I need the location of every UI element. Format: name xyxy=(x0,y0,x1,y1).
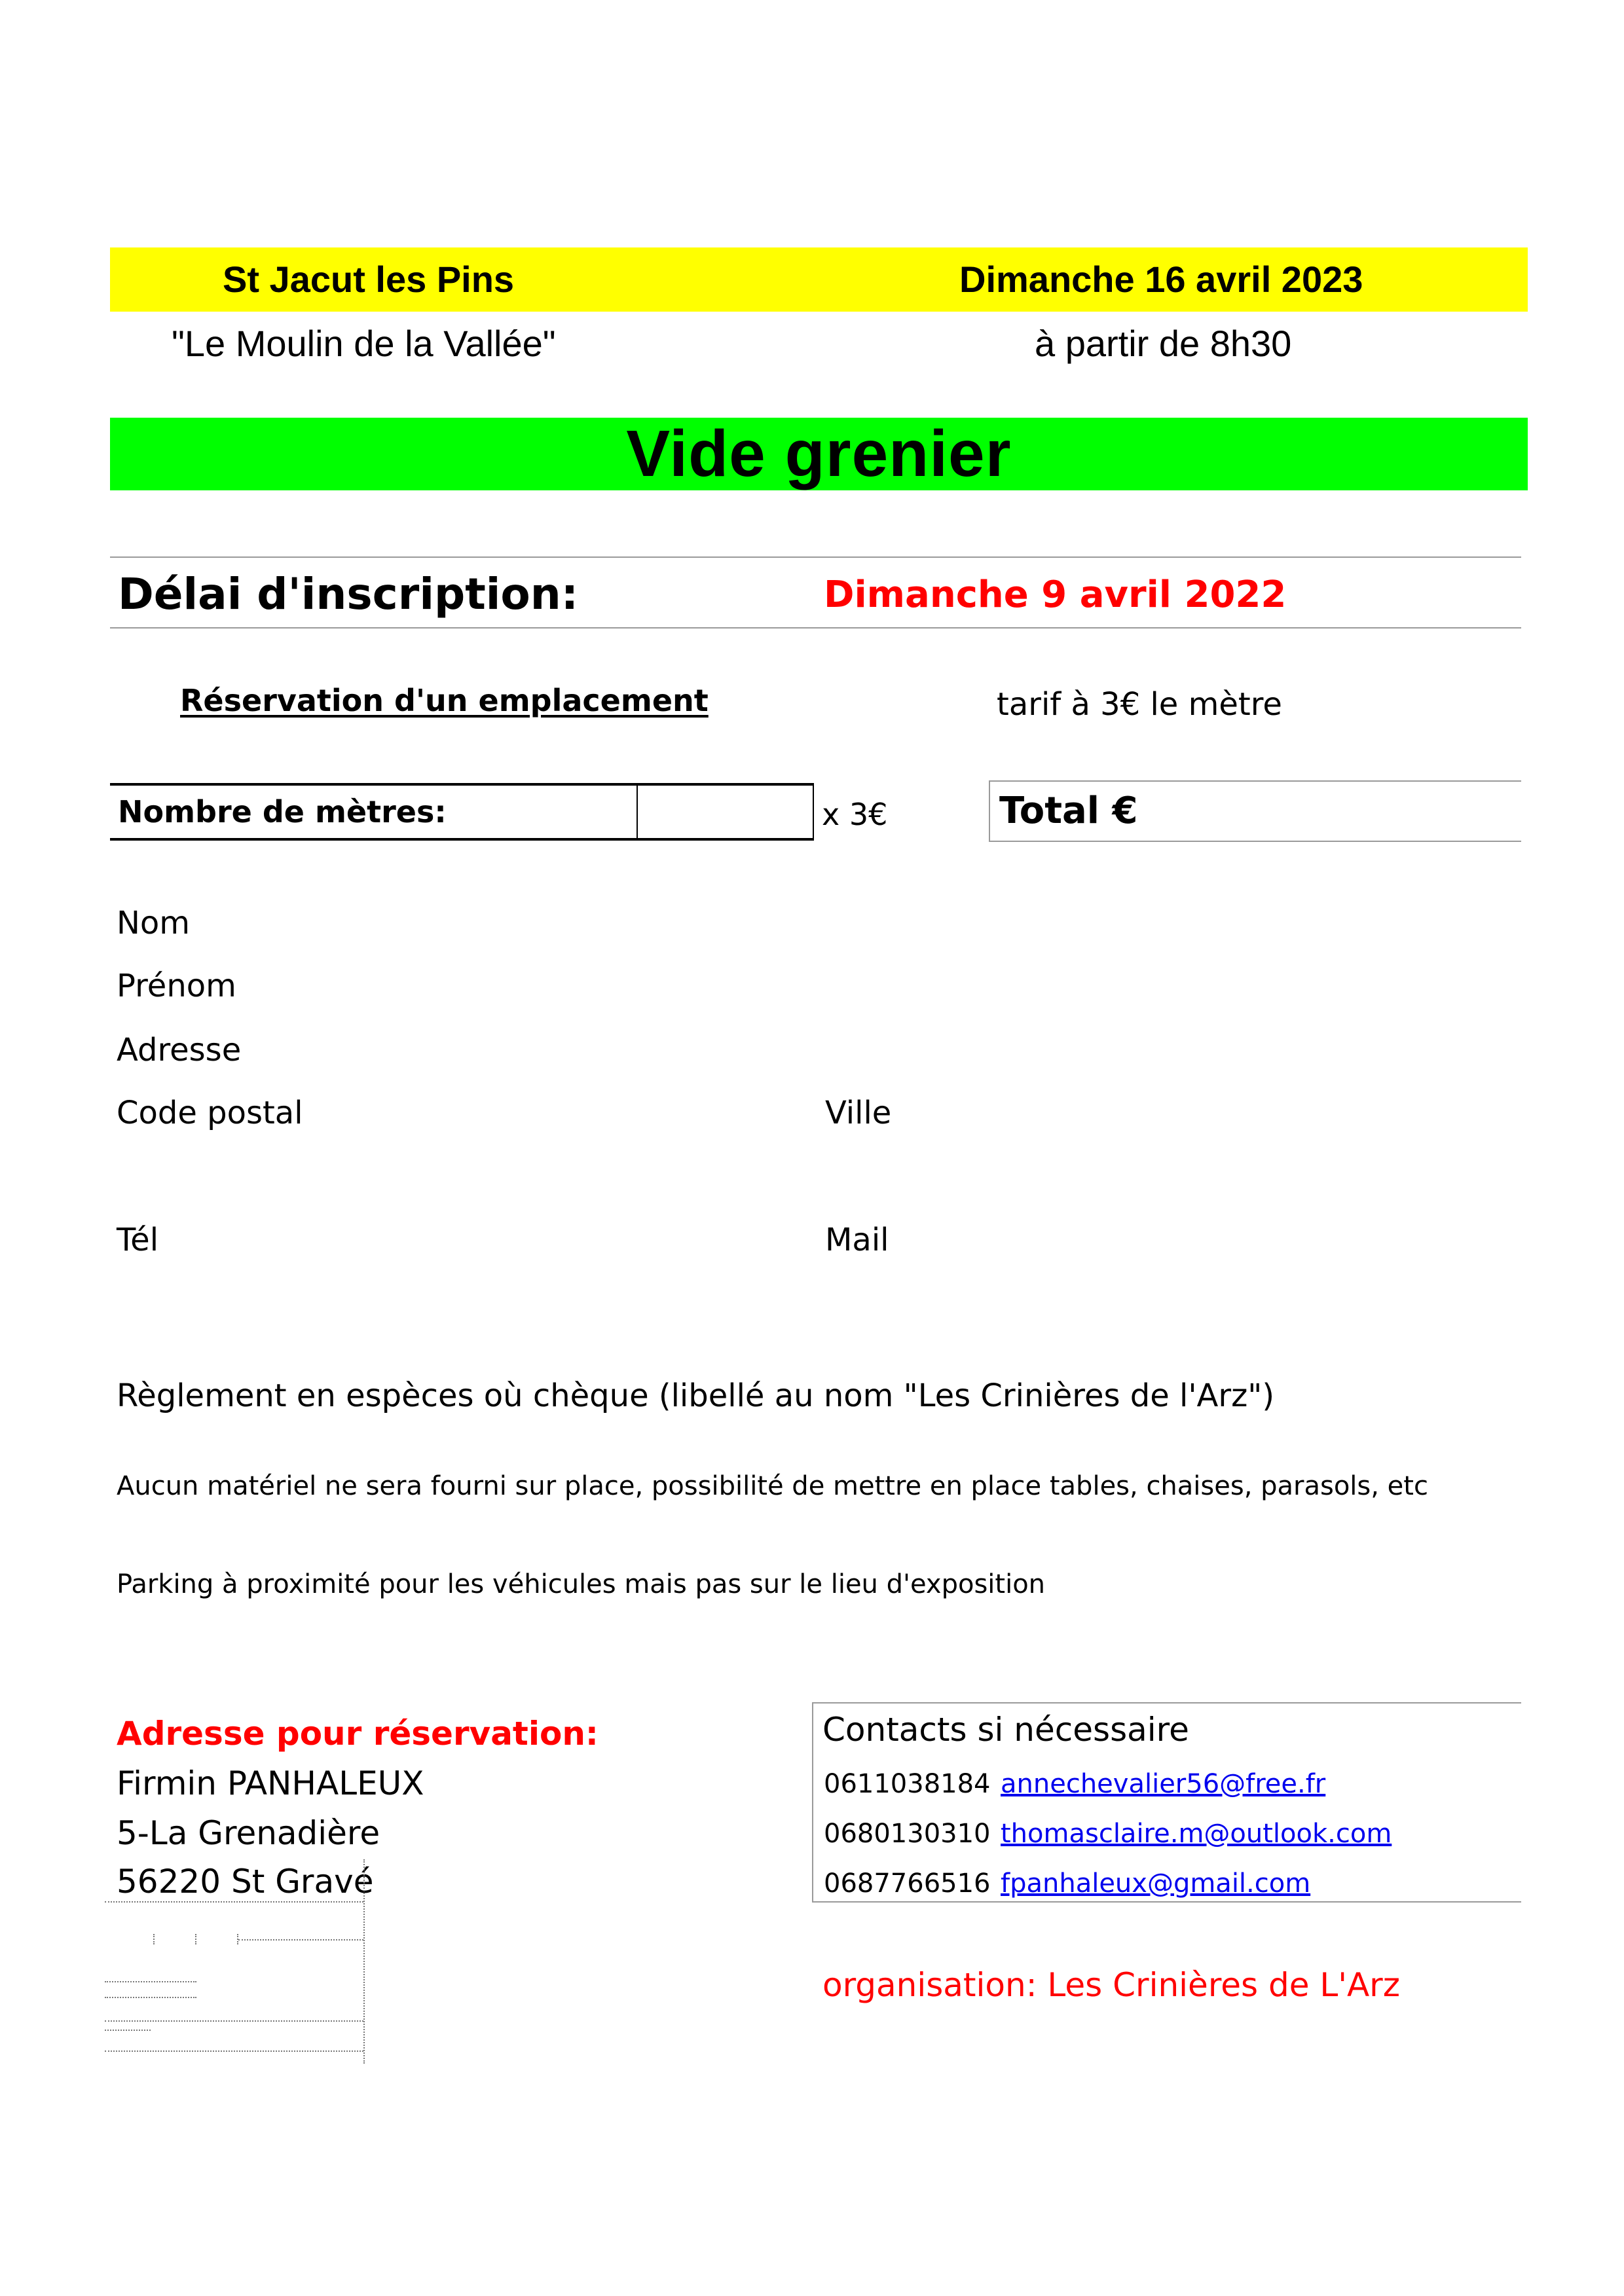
parking-note: Parking à proximité pour les véhicules mais pas sur le lieu d'exposition xyxy=(117,1569,1046,1599)
dotted-rule xyxy=(105,2030,151,2031)
address-city: 56220 St Gravé xyxy=(117,1863,374,1901)
contacts-top-rule xyxy=(812,1702,1521,1704)
event-venue: "Le Moulin de la Vallée" xyxy=(172,323,556,364)
meters-divider xyxy=(637,784,638,839)
field-tel: Tél xyxy=(117,1222,159,1258)
meters-label: Nombre de mètres: xyxy=(118,794,447,829)
organisation-text: organisation: Les Crinières de L'Arz xyxy=(822,1966,1400,2004)
field-ville: Ville xyxy=(825,1095,892,1131)
dotted-rule xyxy=(105,2020,363,2022)
deadline-bottom-rule xyxy=(110,627,1521,629)
event-place: St Jacut les Pins xyxy=(223,259,515,300)
page-title: Vide grenier xyxy=(626,417,1012,490)
field-nom: Nom xyxy=(117,905,191,941)
deadline-label: Délai d'inscription: xyxy=(118,569,579,619)
reservation-heading: Réservation d'un emplacement xyxy=(180,683,709,718)
dotted-rule xyxy=(238,1939,363,1941)
field-adresse: Adresse xyxy=(117,1032,242,1068)
contact-email-link[interactable]: thomasclaire.m@outlook.com xyxy=(1001,1819,1392,1849)
payment-note: Règlement en espèces où chèque (libellé au nom "Les Crinières de l'Arz") xyxy=(117,1377,1275,1414)
dotted-rule xyxy=(105,2050,363,2052)
deadline-top-rule xyxy=(110,556,1521,558)
meters-input[interactable] xyxy=(642,792,809,831)
contacts-left-rule xyxy=(812,1702,813,1903)
dotted-rule xyxy=(105,1981,196,1982)
total-top-rule xyxy=(989,780,1521,782)
multiplier-text: x 3€ xyxy=(822,797,888,832)
tariff-text: tarif à 3€ le mètre xyxy=(997,686,1282,723)
contact-email-link[interactable]: fpanhaleux@gmail.com xyxy=(1001,1868,1311,1899)
address-name: Firmin PANHALEUX xyxy=(117,1764,424,1802)
contact-phone: 0611038184 xyxy=(824,1769,991,1799)
contact-email-link[interactable]: annechevalier56@free.fr xyxy=(1001,1769,1326,1799)
address-label: Adresse pour réservation: xyxy=(117,1715,599,1753)
event-time: à partir de 8h30 xyxy=(1035,323,1292,364)
field-prenom: Prénom xyxy=(117,968,236,1004)
address-street: 5-La Grenadière xyxy=(117,1814,380,1852)
material-note: Aucun matériel ne sera fourni sur place, possibilité de mettre en place tables, chaises, parasols, etc xyxy=(117,1471,1428,1501)
contacts-heading: Contacts si nécessaire xyxy=(822,1711,1189,1749)
total-bottom-rule xyxy=(989,841,1521,842)
field-mail: Mail xyxy=(825,1222,889,1258)
contact-phone: 0680130310 xyxy=(824,1819,991,1849)
address-dotted-border xyxy=(363,1859,365,2064)
total-label: Total € xyxy=(999,790,1138,832)
dotted-tick xyxy=(153,1934,155,1944)
dotted-tick xyxy=(195,1934,196,1944)
total-left-rule xyxy=(989,780,990,842)
contacts-bottom-rule xyxy=(812,1901,1521,1903)
event-date: Dimanche 16 avril 2023 xyxy=(959,259,1363,300)
deadline-date: Dimanche 9 avril 2022 xyxy=(824,574,1287,616)
dotted-rule xyxy=(105,1997,196,1998)
field-code-postal: Code postal xyxy=(117,1095,303,1131)
contact-phone: 0687766516 xyxy=(824,1868,991,1899)
dotted-tick xyxy=(237,1934,238,1944)
dotted-rule xyxy=(105,1901,363,1903)
